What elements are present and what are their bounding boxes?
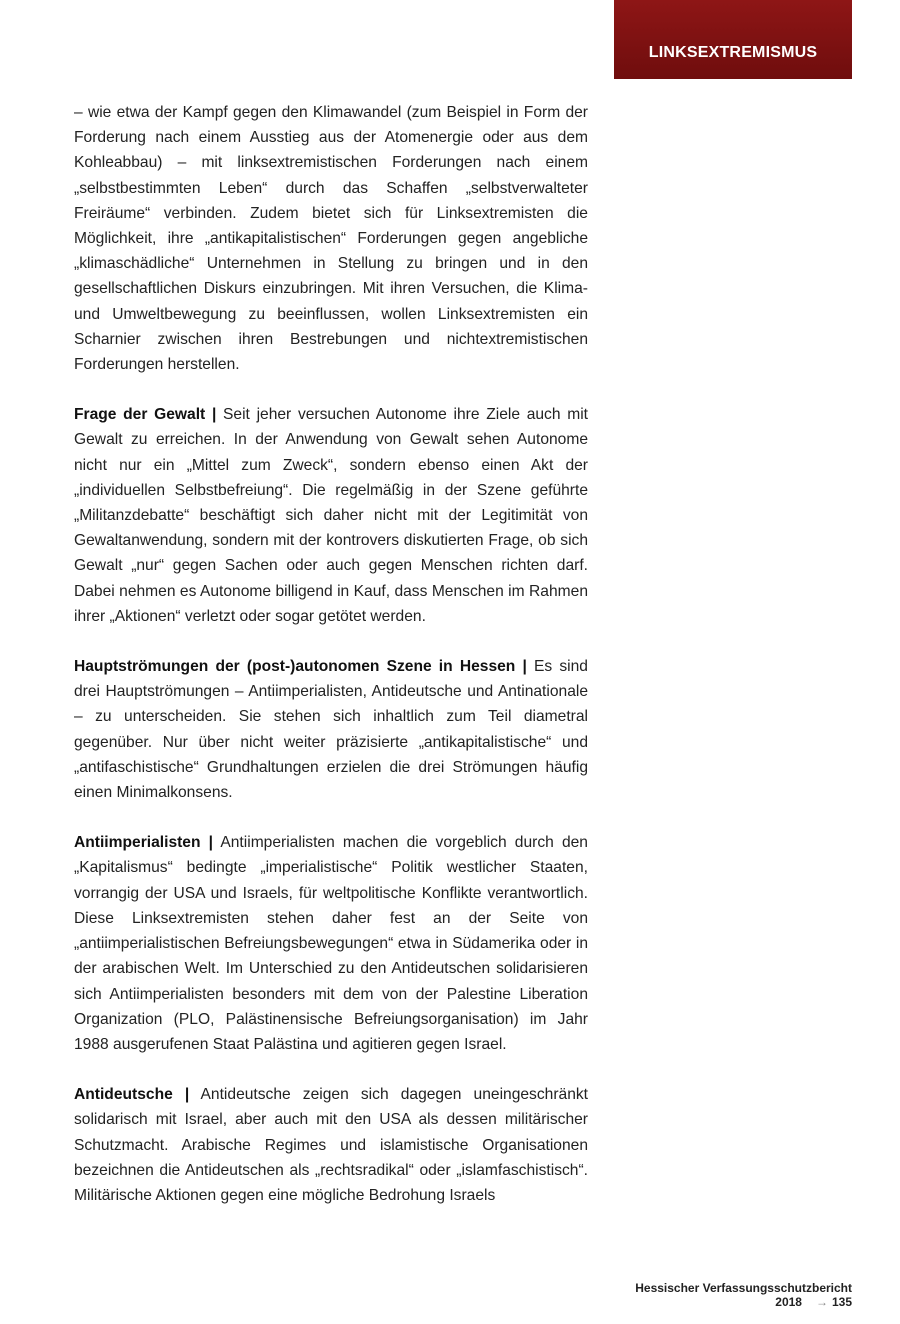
- paragraph-lead: Frage der Gewalt |: [74, 406, 217, 424]
- paragraph-text: Antideutsche zeigen sich dagegen uneingeschränkt solidarisch mit Israel, aber auch mit den USA als dessen militärischer Schutzmacht. Arabische Regimes und islamistische Organisationen bezeichnen die Antideutschen als „rechtsradikal“ oder „islamfaschistisch“. Militärische Aktionen gegen eine mögliche Bedrohung Israels: [74, 1086, 588, 1204]
- paragraph-hauptstroemungen: [74, 654, 588, 805]
- body-text: [74, 100, 588, 1233]
- page-footer: [560, 1281, 852, 1309]
- section-header-tab: [614, 0, 852, 79]
- page-number: 135: [831, 1295, 852, 1309]
- arrow-right-icon: →: [815, 1295, 828, 1309]
- paragraph-intro: [74, 100, 588, 377]
- paragraph-text: Seit jeher versuchen Autonome ihre Ziele auch mit Gewalt zu erreichen. In der Anwendung von Gewalt sehen Autonome nicht nur ein „Mittel zum Zweck“, sondern ebenso einen Akt der „individuellen Selbstbefreiung“. Die regelmäßig in der Szene geführte „Militanzdebatte“ beschäftigt sich daher nicht mit der Legitimität von Gewaltanwendung, sondern mit der kontrovers diskutierten Frage, ob sich Gewalt „nur“ gegen Sachen oder auch gegen Menschen richten darf. Dabei nehmen es Autonome billigend in Kauf, dass Menschen im Rahmen ihrer „Aktionen“ verletzt oder sogar getötet werden.: [74, 406, 588, 625]
- paragraph-lead: Hauptströmungen der (post-)autonomen Szene in Hessen |: [74, 658, 527, 676]
- publication-title: Hessischer Verfassungsschutzbericht 2018: [635, 1281, 852, 1309]
- paragraph-text: – wie etwa der Kampf gegen den Klimawandel (zum Beispiel in Form der Forderung nach einem Ausstieg aus der Atomenergie oder aus dem Kohleabbau) – mit linksextremistischen Forderungen nach einem „selbstbestimmten Leben“ durch das Schaffen „selbstverwalteter Freiräume“ verbinden. Zudem bietet sich für Linksextremisten die Möglichkeit, ihre „antikapitalistischen“ Forderungen gegen angebliche „klimaschädliche“ Unternehmen in Stellung zu bringen und in den gesellschaftlichen Diskurs einzubringen. Mit ihren Versuchen, die Klima- und Umweltbewegung zu beeinflussen, wollen Linksextremisten ein Scharnier zwischen ihren Bestrebungen und nichtextremistischen Forderungen herstellen.: [74, 104, 588, 374]
- section-label: LINKSEXTREMISMUS: [648, 44, 818, 61]
- paragraph-lead: Antiimperialisten |: [74, 834, 214, 852]
- paragraph-antiimperialisten: [74, 830, 588, 1057]
- paragraph-text: Antiimperialisten machen die vorgeblich durch den „Kapitalismus“ bedingte „imperialistische“ Politik westlicher Staaten, vorrangig der USA und Israels, für weltpolitische Konflikte verantwortlich. Diese Linksextremisten stehen daher fest an der Seite von „antiimperialistischen Befreiungsbewegungen“ etwa in Südamerika oder in der arabischen Welt. Im Unterschied zu den Antideutschen solidarisieren sich Antiimperialisten besonders mit dem von der Palestine Liberation Organization (PLO, Palästinensische Befreiungsorganisation) im Jahr 1988 ausgerufenen Staat Palästina und agitieren gegen Israel.: [74, 834, 588, 1053]
- paragraph-lead: Antideutsche |: [74, 1086, 190, 1104]
- paragraph-frage-der-gewalt: [74, 402, 588, 629]
- paragraph-text: Es sind drei Hauptströmungen – Antiimperialisten, Antideutsche und Antinationale – zu unterscheiden. Sie stehen sich inhaltlich zum Teil diametral gegenüber. Nur über nicht weiter präzisierte „antikapitalistische“ und „antifaschistische“ Grundhaltungen erzielen die drei Strömungen häufig einen Minimalkonsens.: [74, 658, 588, 802]
- paragraph-antideutsche: [74, 1082, 588, 1208]
